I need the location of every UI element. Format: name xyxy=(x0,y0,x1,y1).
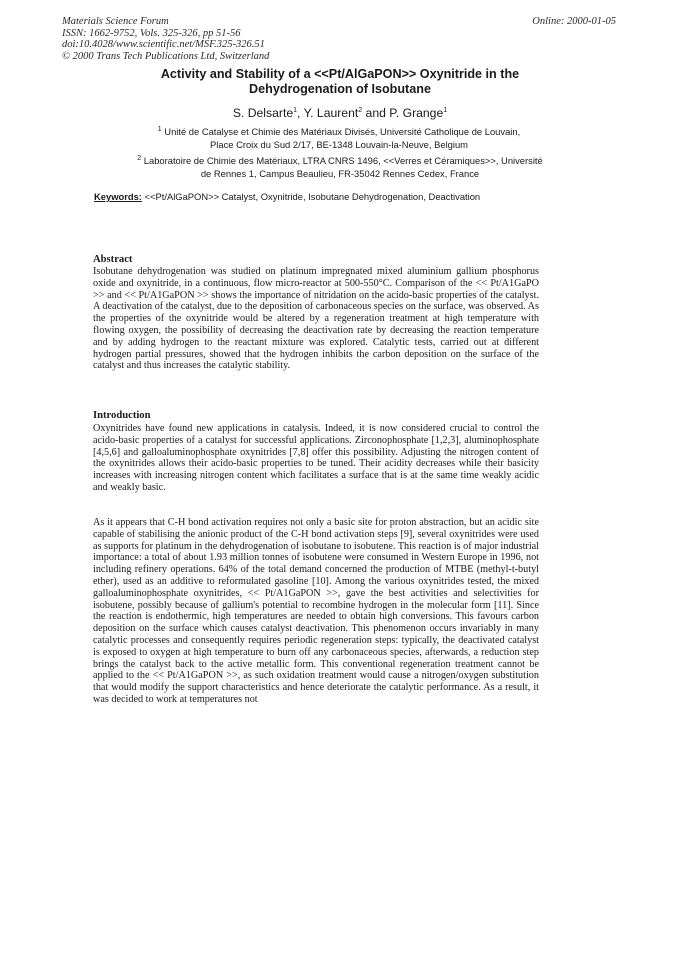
author-3-affiliation: 1 xyxy=(443,106,448,114)
publication-info xyxy=(62,16,269,62)
title-line-1: Activity and Stability of a <<Pt/AlGaPON>> Oxynitride in the xyxy=(160,67,520,81)
doi-line[interactable]: doi:10.4028/www.scientific.net/MSF.325-326.51 xyxy=(62,39,265,51)
author-1-affiliation: 1 xyxy=(293,106,298,114)
author-list xyxy=(90,106,590,120)
affiliation-2-line-1: Laboratoire de Chimie des Matériaux, LTRA CNRS 1496, <<Verres et Céramiques>>, Université xyxy=(141,155,543,166)
affiliation-2 xyxy=(84,155,596,180)
author-3: and P. Grange xyxy=(362,106,444,120)
introduction-heading: Introduction xyxy=(93,410,151,421)
keywords xyxy=(94,191,480,202)
affiliation-2-mark: 2 xyxy=(137,154,142,162)
introduction-paragraph-1: Oxynitrides have found new applications in catalysis. Indeed, it is now considered crucial to control the acido-basic properties of a catalyst for successful applications. Zirconophosphate [1,2,3], aluminophosphate [4,5,6] and galloaluminophosphate oxynitrides [7,8] offer this possibility. Adjusting the nitrogen content of the oxynitrides allows their acido-basic properties to be tuned. Their acidity decreases while their basicity increases with increasing nitrogen content which facilitates a surface that is at the same time weakly acidic and weakly basic. xyxy=(93,423,539,493)
copyright-line: © 2000 Trans Tech Publications Ltd, Switzerland xyxy=(62,50,270,62)
affiliation-1-mark: 1 xyxy=(157,125,162,133)
paper-title xyxy=(90,67,590,97)
issn-line: ISSN: 1662-9752, Vols. 325-326, pp 51-56 xyxy=(62,27,241,39)
author-1: S. Delsarte xyxy=(232,106,294,120)
author-2: , Y. Laurent xyxy=(297,106,359,120)
keywords-label: Keywords: xyxy=(94,191,142,202)
introduction-paragraph-2: As it appears that C-H bond activation requires not only a basic site for proton abstraction, but an acidic site capable of stabilising the anionic product of the C-H bond activation steps [9], several oxynitrides were used as supports for platinum in the dehydrogenation of isobutane to isobutene. This reaction is of major industrial importance: a total of about 1.93 million tonnes of isobutene were consumed in Western Europe in 1996, not including refinery operations. 64% of the total demand concerned the production of MTBE (methyl-t-butyl ether), used as an additive to reformulated gasoline [10]. Among the various oxynitrides tested, the mixed galloaluminophosphate oxynitrides, << Pt/A1GaPON >>, gave the best activities and selectivities for isobutene, possibly because of gallium's potential to recombine hydrogen in the molecular form [11]. Since the reaction is endothermic, high temperatures are needed to obtain high conversions. This favours carbon deposition on the surface which causes catalyst deactivation. This phenomenon occurs invariably in many catalytic processes and consequently requires periodic regeneration steps: typically, the deactivated catalyst is exposed to oxygen at high temperature to burn off any carbonaceous species, afterwards, a reduction step brings the catalyst back to the active metallic form. This conventional regeneration treatment cannot be applied to the << Pt/A1GaPON >>, as such oxidation treatment would cause a nitrogen/oxygen substitution that would modify the support characteristics and hence deteriorate the catalytic performance. As a result, it was decided to work at temperatures not xyxy=(93,517,539,705)
affiliation-1-line-2: Place Croix du Sud 2/17, BE-1348 Louvain-la-Neuve, Belgium xyxy=(210,138,468,150)
affiliation-2-line-2: de Rennes 1, Campus Beaulieu, FR-35042 Rennes Cedex, France xyxy=(200,167,480,179)
affiliation-1 xyxy=(100,126,578,151)
title-line-2: Dehydrogenation of Isobutane xyxy=(249,82,431,96)
abstract-heading: Abstract xyxy=(93,254,133,265)
abstract-text: Isobutane dehydrogenation was studied on platinum impregnated mixed aluminium gallium phosphorus oxide and oxynitride, in a continuous, flow micro-reactor at 500-550°C. Comparison of the << Pt/A1GaPO >> and << Pt/A1GaPON >> shows the importance of nitridation on the acido-basic properties of the catalyst. A deactivation of the catalyst, due to the deposition of carbonaceous species on the surface, was observed. As the properties of the oxynitride would be altered by a regeneration treatment at high temperature with flowing oxygen, the possibility of decreasing the deactivation rate by decreasing the reaction temperature and by adding hydrogen to the reactant mixture was explored. Catalytic tests, carried out at different hydrogen partial pressures, showed that the hydrogen inhibits the carbon deposition on the surface of the catalyst and thus increases the catalytic stability. xyxy=(93,266,539,372)
online-date: Online: 2000-01-05 xyxy=(532,16,616,27)
keywords-text: <<Pt/AlGaPON>> Catalyst, Oxynitride, Isobutane Dehydrogenation, Deactivation xyxy=(141,191,481,202)
affiliation-1-line-1: Unité de Catalyse et Chimie des Matériaux Divisés, Université Catholique de Louvain, xyxy=(161,126,521,137)
journal-name: Materials Science Forum xyxy=(62,16,169,27)
author-2-affiliation: 2 xyxy=(358,106,363,114)
